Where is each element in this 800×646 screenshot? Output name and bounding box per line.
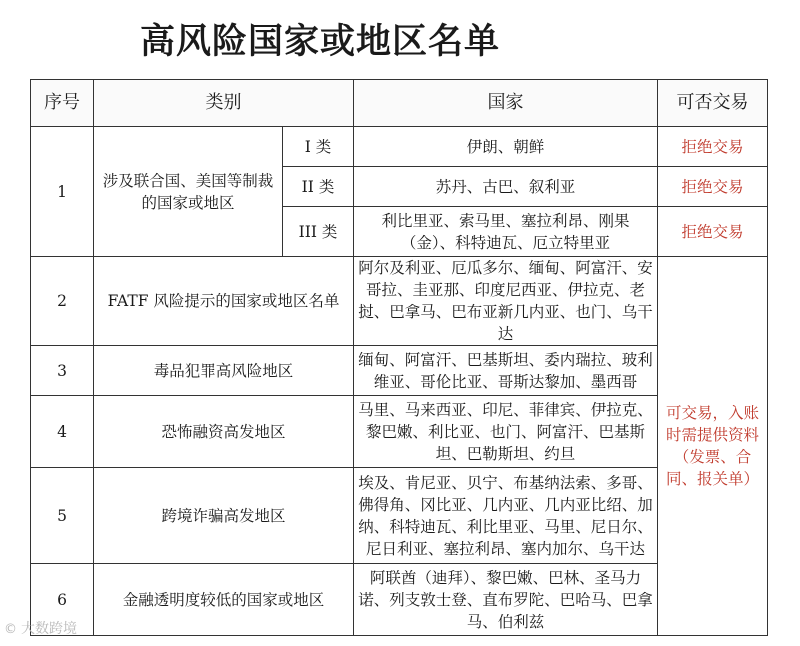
header-category: 类别 — [94, 80, 354, 127]
table-row — [31, 346, 768, 396]
page-title: 高风险国家或地区名单 — [140, 22, 501, 62]
logo-icon: © — [4, 622, 17, 637]
row-no: 5 — [31, 468, 94, 564]
high-risk-table — [30, 79, 768, 636]
row-category: 恐怖融资高发地区 — [94, 396, 354, 468]
table-row — [31, 257, 768, 346]
row-category: 跨境诈骗高发地区 — [94, 468, 354, 564]
watermark-text: 大数跨境 — [21, 621, 77, 637]
row-countries: 埃及、肯尼亚、贝宁、布基纳法索、多哥、佛得角、冈比亚、几内亚、几内亚比绍、加纳、科特迪瓦、利比里亚、马里、尼日尔、尼日利亚、塞拉利昂、塞内加尔、乌干达 — [354, 468, 658, 564]
row-countries: 阿联酋（迪拜）、黎巴嫩、巴林、圣马力诺、列支敦士登、直布罗陀、巴哈马、巴拿马、伯利兹 — [354, 564, 658, 636]
header-no: 序号 — [31, 80, 94, 127]
row-category: 毒品犯罪高风险地区 — [94, 346, 354, 396]
row-trade-status: 拒绝交易 — [658, 127, 768, 167]
row-no: 6 — [31, 564, 94, 636]
table-row — [31, 396, 768, 468]
table-header-row — [31, 80, 768, 127]
merged-trade-status: 可交易，入账时需提供资料（发票、合同、报关单） — [658, 257, 768, 636]
row-countries: 马里、马来西亚、印尼、菲律宾、伊拉克、黎巴嫩、利比亚、也门、阿富汗、巴基斯坦、巴勒斯坦、约旦 — [354, 396, 658, 468]
watermark — [4, 618, 77, 638]
row-no: 1 — [31, 127, 94, 257]
table-row — [31, 127, 768, 167]
row-countries: 苏丹、古巴、叙利亚 — [354, 167, 658, 207]
header-tradable: 可否交易 — [658, 80, 768, 127]
row-no: 4 — [31, 396, 94, 468]
row-no: 2 — [31, 257, 94, 346]
row-category: FATF 风险提示的国家或地区名单 — [94, 257, 354, 346]
row-countries: 缅甸、阿富汗、巴基斯坦、委内瑞拉、玻利维亚、哥伦比亚、哥斯达黎加、墨西哥 — [354, 346, 658, 396]
row-subclass: II 类 — [283, 167, 354, 207]
row-countries: 阿尔及利亚、厄瓜多尔、缅甸、阿富汗、安哥拉、圭亚那、印度尼西亚、伊拉克、老挝、巴拿马、巴布亚新几内亚、也门、乌干达 — [354, 257, 658, 346]
row-trade-status: 拒绝交易 — [658, 167, 768, 207]
row-no: 3 — [31, 346, 94, 396]
header-country: 国家 — [354, 80, 658, 127]
row-subclass: III 类 — [283, 207, 354, 257]
row-countries: 伊朗、朝鲜 — [354, 127, 658, 167]
row-category: 金融透明度较低的国家或地区 — [94, 564, 354, 636]
row-trade-status: 拒绝交易 — [658, 207, 768, 257]
table-row — [31, 564, 768, 636]
row-subclass: I 类 — [283, 127, 354, 167]
table-row — [31, 468, 768, 564]
row-category: 涉及联合国、美国等制裁的国家或地区 — [94, 127, 283, 257]
row-countries: 利比里亚、索马里、塞拉利昂、刚果（金）、科特迪瓦、厄立特里亚 — [354, 207, 658, 257]
